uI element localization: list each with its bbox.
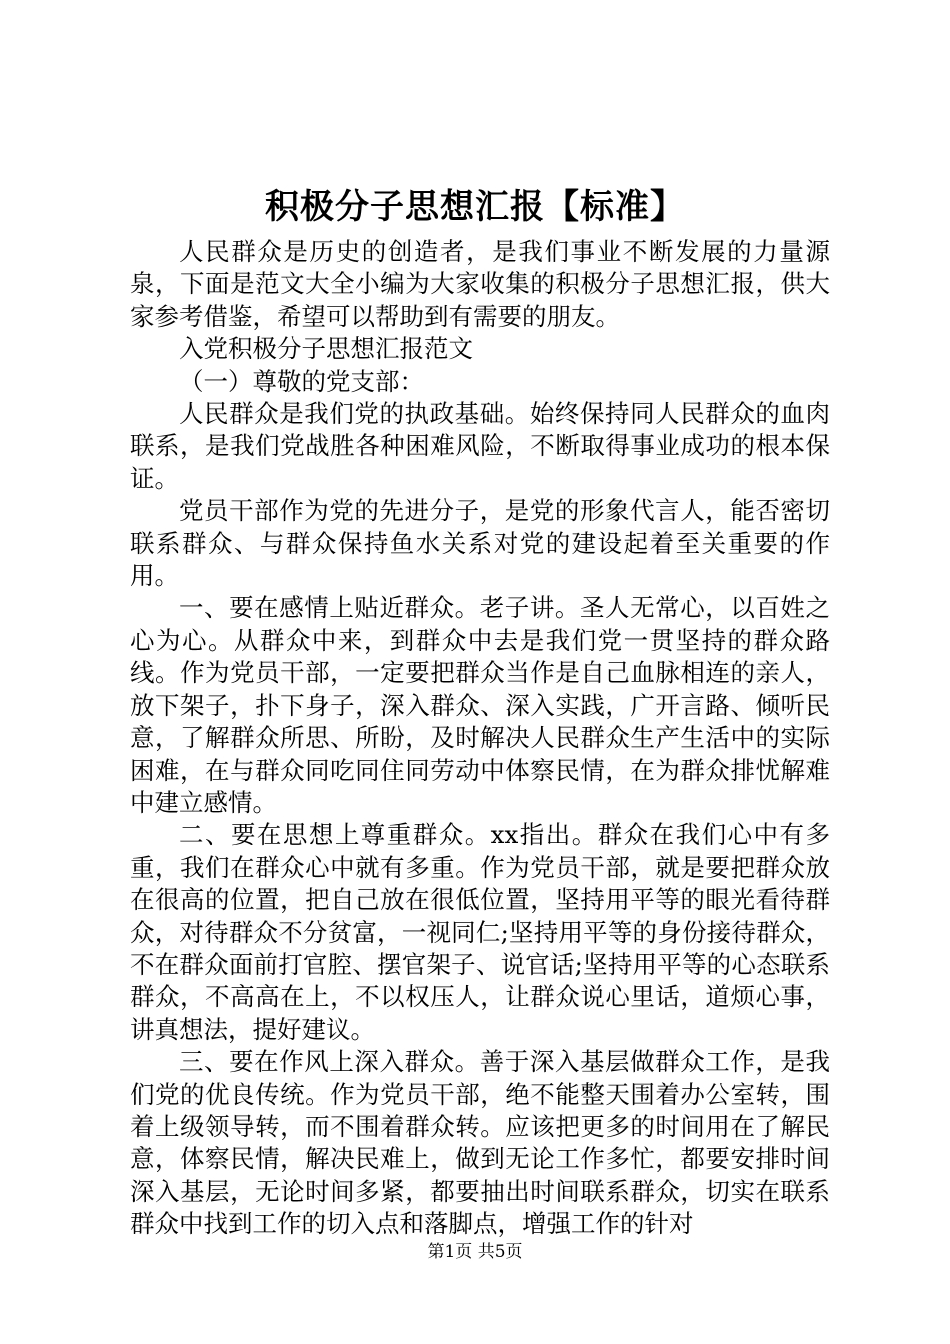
paragraph-subtitle: 入党积极分子思想汇报范文 xyxy=(179,334,473,364)
paragraph-body: 党员干部作为党的先进分子，是党的形象代言人，能否密切联系群众、与群众保持鱼水关系对党的建设起着至关重要的作用。 xyxy=(130,496,830,591)
paragraph-intro: 人民群众是历史的创造者，是我们事业不断发展的力量源泉，下面是范文大全小编为大家收集的积极分子思想汇报，供大家参考借鉴，希望可以帮助到有需要的朋友。 xyxy=(130,237,830,331)
page-number-footer: 第1页 共5页 xyxy=(427,1242,523,1262)
paragraph-section-one: 一、要在感情上贴近群众。老子讲。圣人无常心，以百姓之心为心。从群众中来，到群众中去是我们党一贯坚持的群众路线。作为党员干部，一定要把群众当作是自己血脉相连的亲人，放下架子，扑下身子，深入群众、深入实践，广开言路、倾听民意，了解群众所思、所盼，及时解决人民群众生产生活中的实际困难，在与群众同吃同住同劳动中体察民情，在为群众排忧解难中建立感情。 xyxy=(130,593,830,817)
paragraph-salutation: （一）尊敬的党支部： xyxy=(179,366,424,396)
paragraph-body: 人民群众是我们党的执政基础。始终保持同人民群众的血肉联系，是我们党战胜各种困难风险，不断取得事业成功的根本保证。 xyxy=(130,399,830,493)
document-body xyxy=(130,236,830,1241)
paragraph-section-two: 二、要在思想上尊重群众。xx指出。群众在我们心中有多重，我们在群众心中就有多重。作为党员干部，就是要把群众放在很高的位置，把自己放在很低位置，坚持用平等的眼光看待群众，对待群众不分贫富，一视同仁;坚持用平等的身份接待群众，不在群众面前打官腔、摆官架子、说官话;坚持用平等的心态联系群众，不高高在上，不以权压人，让群众说心里话，道烦心事，讲真想法，提好建议。 xyxy=(130,820,830,1044)
document-title: 积极分子思想汇报【标准】 xyxy=(265,187,685,227)
paragraph-section-three: 三、要在作风上深入群众。善于深入基层做群众工作，是我们党的优良传统。作为党员干部，绝不能整天围着办公室转，围着上级领导转，而不围着群众转。应该把更多的时间用在了解民意，体察民情，解决民难上，做到无论工作多忙，都要安排时间深入基层，无论时间多紧，都要抽出时间联系群众，切实在联系群众中找到工作的切入点和落脚点，增强工作的针对 xyxy=(130,1047,830,1239)
